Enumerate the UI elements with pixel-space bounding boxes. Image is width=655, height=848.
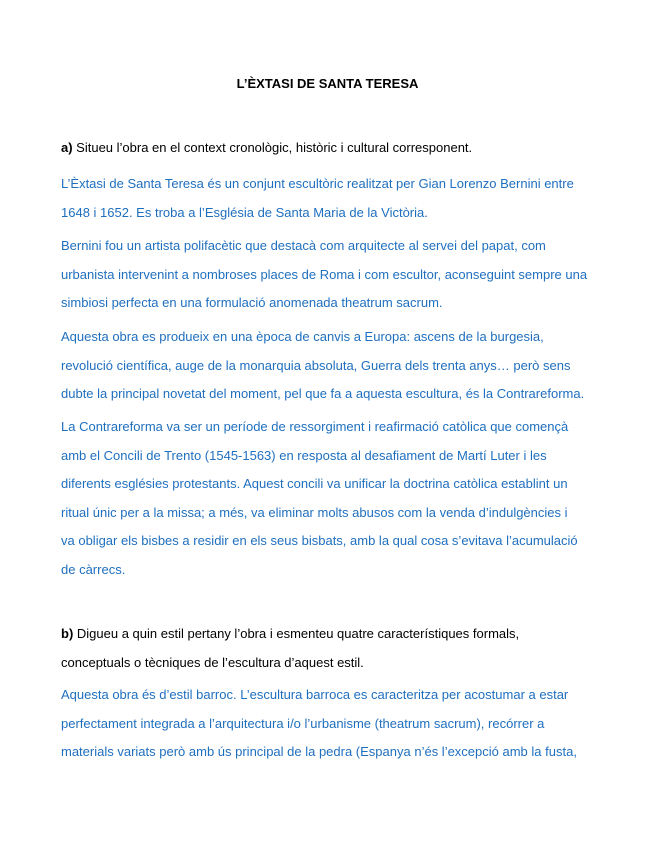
question-b-line: conceptuals o tècniques de l’escultura d’aquest estil. — [61, 654, 364, 670]
paragraph-line: Aquesta obra és d’estil barroc. L’escultura barroca es caracteritza per acostumar a estar — [61, 687, 569, 702]
paragraph-line: perfectament integrada a l’arquitectura i/o l’urbanisme (theatrum sacrum), recórrer a — [61, 715, 545, 731]
question-a — [61, 134, 601, 163]
question-b-letter: b) — [61, 626, 74, 641]
question-a-line — [61, 134, 601, 163]
paragraph-line: amb el Concili de Trento (1545-1563) en resposta al desafiament de Martí Luter i les — [61, 447, 547, 463]
paragraph-line: simbiosi perfecta en una formulació anomenada theatrum sacrum. — [61, 295, 443, 310]
answer-a-paragraph-1 — [61, 170, 601, 227]
answer-a-paragraph-3 — [61, 323, 601, 409]
paragraph-line: materials variats però amb ús principal de la pedra (Espanya n’és l’excepció amb la fusta, — [61, 744, 577, 759]
paragraph-line: urbanista intervenint a nombroses places de Roma i com escultor, aconseguint sempre una — [61, 266, 588, 282]
question-b-text: Digueu a quin estil pertany l’obra i esmenteu quatre característiques formals, — [73, 626, 520, 641]
paragraph-line: L’Èxtasi de Santa Teresa és un conjunt escultòric realitzat per Gian Lorenzo Bernini entre — [61, 176, 574, 191]
paragraph-line: 1648 i 1652. Es troba a l’Església de Santa Maria de la Victòria. — [61, 204, 428, 220]
paragraph-line: de càrrecs. — [61, 561, 126, 577]
paragraph-line: va obligar els bisbes a residir en els seus bisbats, amb la qual cosa s’evitava l’acumulació — [61, 533, 578, 548]
paragraph-line: revolució científica, auge de la monarquia absoluta, Guerra dels trenta anys… però sens — [61, 357, 571, 373]
question-b-line — [61, 620, 601, 649]
paragraph-line: ritual únic per a la missa; a més, va eliminar molts abusos com la venda d’indulgències i — [61, 504, 568, 520]
question-a-text: Situeu l’obra en el context cronològic, històric i cultural corresponent. — [72, 140, 473, 155]
paragraph-line: dubte la principal novetat del moment, pel que fa a aquesta escultura, és la Contrareforma. — [61, 386, 585, 401]
answer-b-paragraph-1 — [61, 681, 601, 767]
question-a-letter: a) — [61, 140, 73, 155]
answer-a-paragraph-4 — [61, 413, 601, 584]
paragraph-line: diferents esglésies protestants. Aquest concili va unificar la doctrina catòlica establint un — [61, 476, 568, 491]
paragraph-line: Bernini fou un artista polifacètic que destacà com arquitecte al servei del papat, com — [61, 238, 546, 253]
paragraph-line: La Contrareforma va ser un període de ressorgiment i reafirmació catòlica que començà — [61, 419, 569, 434]
question-b — [61, 620, 601, 677]
paragraph-line: Aquesta obra es produeix en una època de canvis a Europa: ascens de la burgesia, — [61, 329, 544, 344]
answer-a-paragraph-2 — [61, 232, 601, 318]
document-title: L’ÈXTASI DE SANTA TERESA — [236, 76, 419, 91]
